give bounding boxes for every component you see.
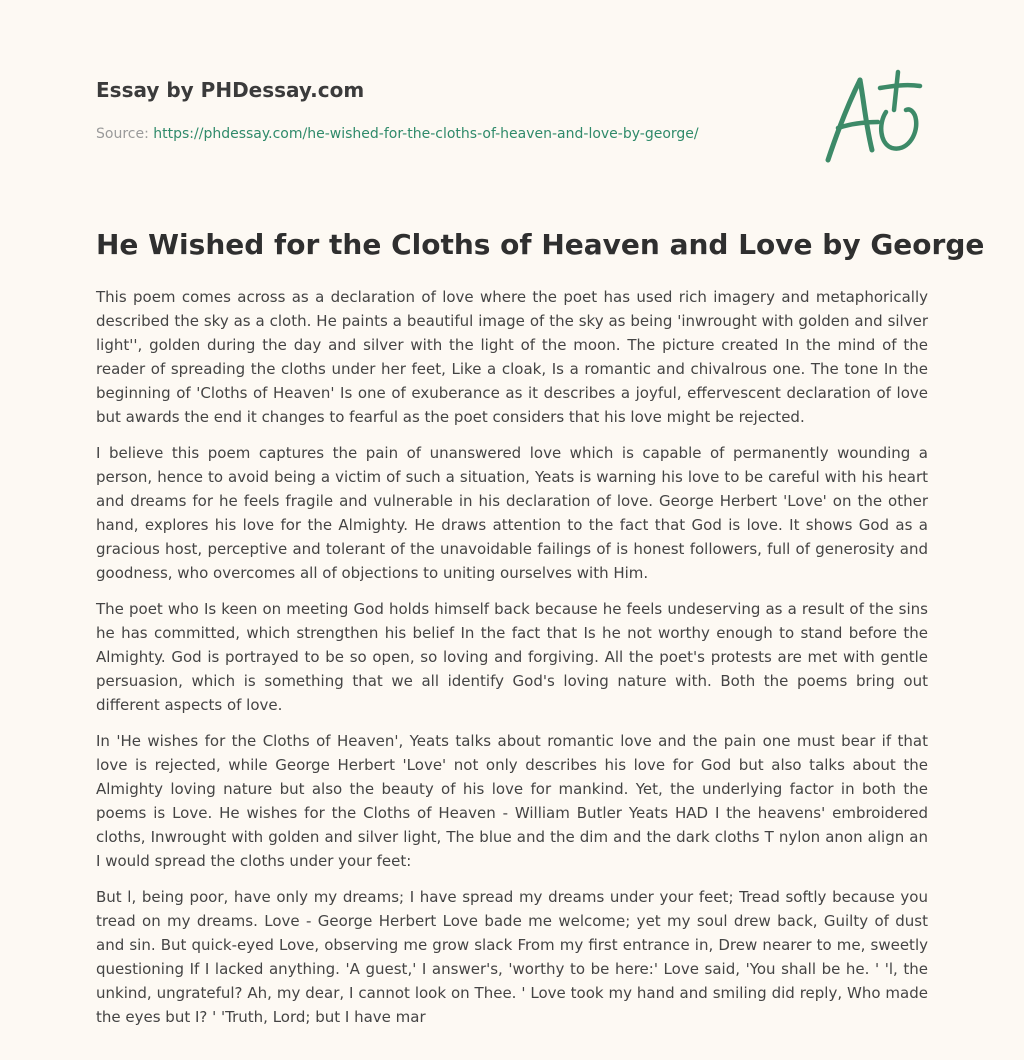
essay-header bbox=[96, 76, 796, 144]
source-line bbox=[96, 124, 796, 144]
source-link[interactable]: https://phdessay.com/he-wished-for-the-cloths-of-heaven-and-love-by-george/ bbox=[153, 126, 699, 142]
essay-body bbox=[96, 285, 928, 1041]
site-brand: Essay by PHDessay.com bbox=[96, 78, 365, 102]
essay-title: He Wished for the Cloths of Heaven and Love by George bbox=[96, 228, 985, 261]
paragraph: I believe this poem captures the pain of unanswered love which is capable of permanently wounding a person, hence to avoid being a victim of such a situation, Yeats is warning his love to be careful with his heart and dreams for he feels fragile and vulnerable in his declaration of love. George Herbert 'Love' on the other hand, explores his love for the Almighty. He draws attention to the fact that God is love. It shows God as a gracious host, perceptive and tolerant of the unavoidable failings of is honest followers, full of generosity and goodness, who overcomes all of objections to uniting ourselves with Him. bbox=[96, 444, 928, 582]
a-plus-grade-icon bbox=[820, 66, 930, 166]
paragraph: But l, being poor, have only my dreams; I have spread my dreams under your feet; Tread softly because you tread on my dreams. Love - George Herbert Love bade me welcome; yet my soul drew back, Guilty of dust and sin. But quick-eyed Love, observing me grow slack From my first entrance in, Drew nearer to me, sweetly questioning If I lacked anything. 'A guest,' I answer's, 'worthy to be here:' Love said, 'You shall be he. ' 'l, the unkind, ungrateful? Ah, my dear, I cannot look on Thee. ' Love took my hand and smiling did reply, Who made the eyes but I? ' 'Truth, Lord; but I have mar bbox=[96, 888, 928, 1026]
paragraph: The poet who Is keen on meeting God holds himself back because he feels undeserving as a result of the sins he has committed, which strengthen his belief In the fact that Is he not worthy enough to stand before the Almighty. God is portrayed to be so open, so loving and forgiving. All the poet's protests are met with gentle persuasion, which is something that we all identify God's loving nature with. Both the poems bring out different aspects of love. bbox=[96, 600, 928, 714]
paragraph: This poem comes across as a declaration of love where the poet has used rich imagery and metaphorically described the sky as a cloth. He paints a beautiful image of the sky as being 'inwrought with golden and silver light'', golden during the day and silver with the light of the moon. The picture created In the mind of the reader of spreading the cloths under her feet, Like a cloak, Is a romantic and chivalrous one. The tone In the beginning of 'Cloths of Heaven' Is one of exuberance as it describes a joyful, effervescent declaration of love but awards the end it changes to fearful as the poet considers that his love might be rejected. bbox=[96, 288, 928, 426]
paragraph: In 'He wishes for the Cloths of Heaven', Yeats talks about romantic love and the pain one must bear if that love is rejected, while George Herbert 'Love' not only describes his love for God but also talks about the Almighty loving nature but also the beauty of his love for mankind. Yet, the underlying factor in both the poems is Love. He wishes for the Cloths of Heaven - William Butler Yeats HAD I the heavens' embroidered cloths, Inwrought with golden and silver light, The blue and the dim and the dark cloths T nylon anon align an I would spread the cloths under your feet: bbox=[96, 732, 928, 870]
source-label: Source: bbox=[96, 126, 154, 142]
